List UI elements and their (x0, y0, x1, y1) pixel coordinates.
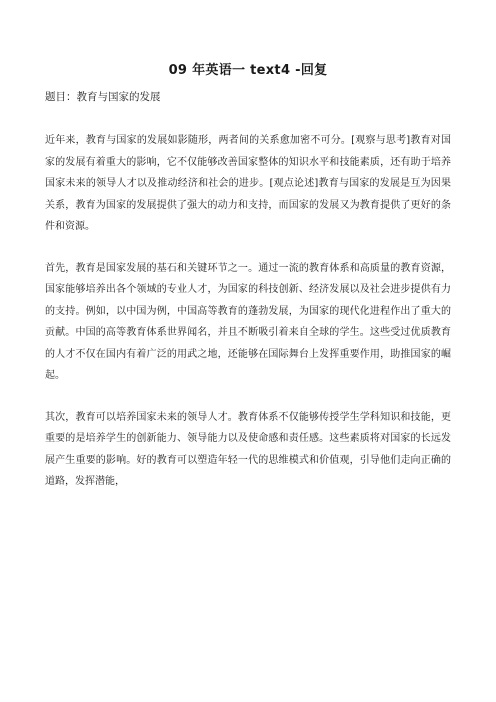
paragraph-second: 其次，教育可以培养国家未来的领导人才。教育体系不仅能够传授学生学科知识和技能，更重要的是培养学生的创新能力、领导能力以及使命感和责任感。这些素质将对国家的长远发展产生重要的影响。好的教育可以塑造年轻一代的思维模式和价值观，引导他们走向正确的道路，发挥潜能， (45, 411, 451, 487)
document-title: 09 年英语一 text4 -回复 (168, 63, 328, 78)
paragraph-intro: 近年来，教育与国家的发展如影随形，两者间的关系愈加密不可分。[观察与思考]教育对国家的发展有着重大的影响，它不仅能够改善国家整体的知识水平和技能素质，还有助于培养国家未来的领导人才以及推动经济和社会的进步。[观点论述]教育与国家的发展是互为因果关系，教育为国家的发展提供了强大的动力和支持，而国家的发展又为教育提供了更好的条件和资源。 (45, 135, 451, 232)
document-subject: 题目：教育与国家的发展 (45, 91, 161, 103)
paragraph-first: 首先，教育是国家发展的基石和关键环节之一。通过一流的教育体系和高质量的教育资源，国家能够培养出各个领域的专业人才，为国家的科技创新、经济发展以及社会进步提供有力的支持。例如，以中国为例，中国高等教育的蓬勃发展，为国家的现代化进程作出了重大的贡献。中国的高等教育体系世界闻名，并且不断吸引着来自全球的学生。这些受过优质教育的人才不仅在国内有着广泛的用武之地，还能够在国际舞台上发挥重要作用，助推国家的崛起。 (45, 262, 451, 381)
